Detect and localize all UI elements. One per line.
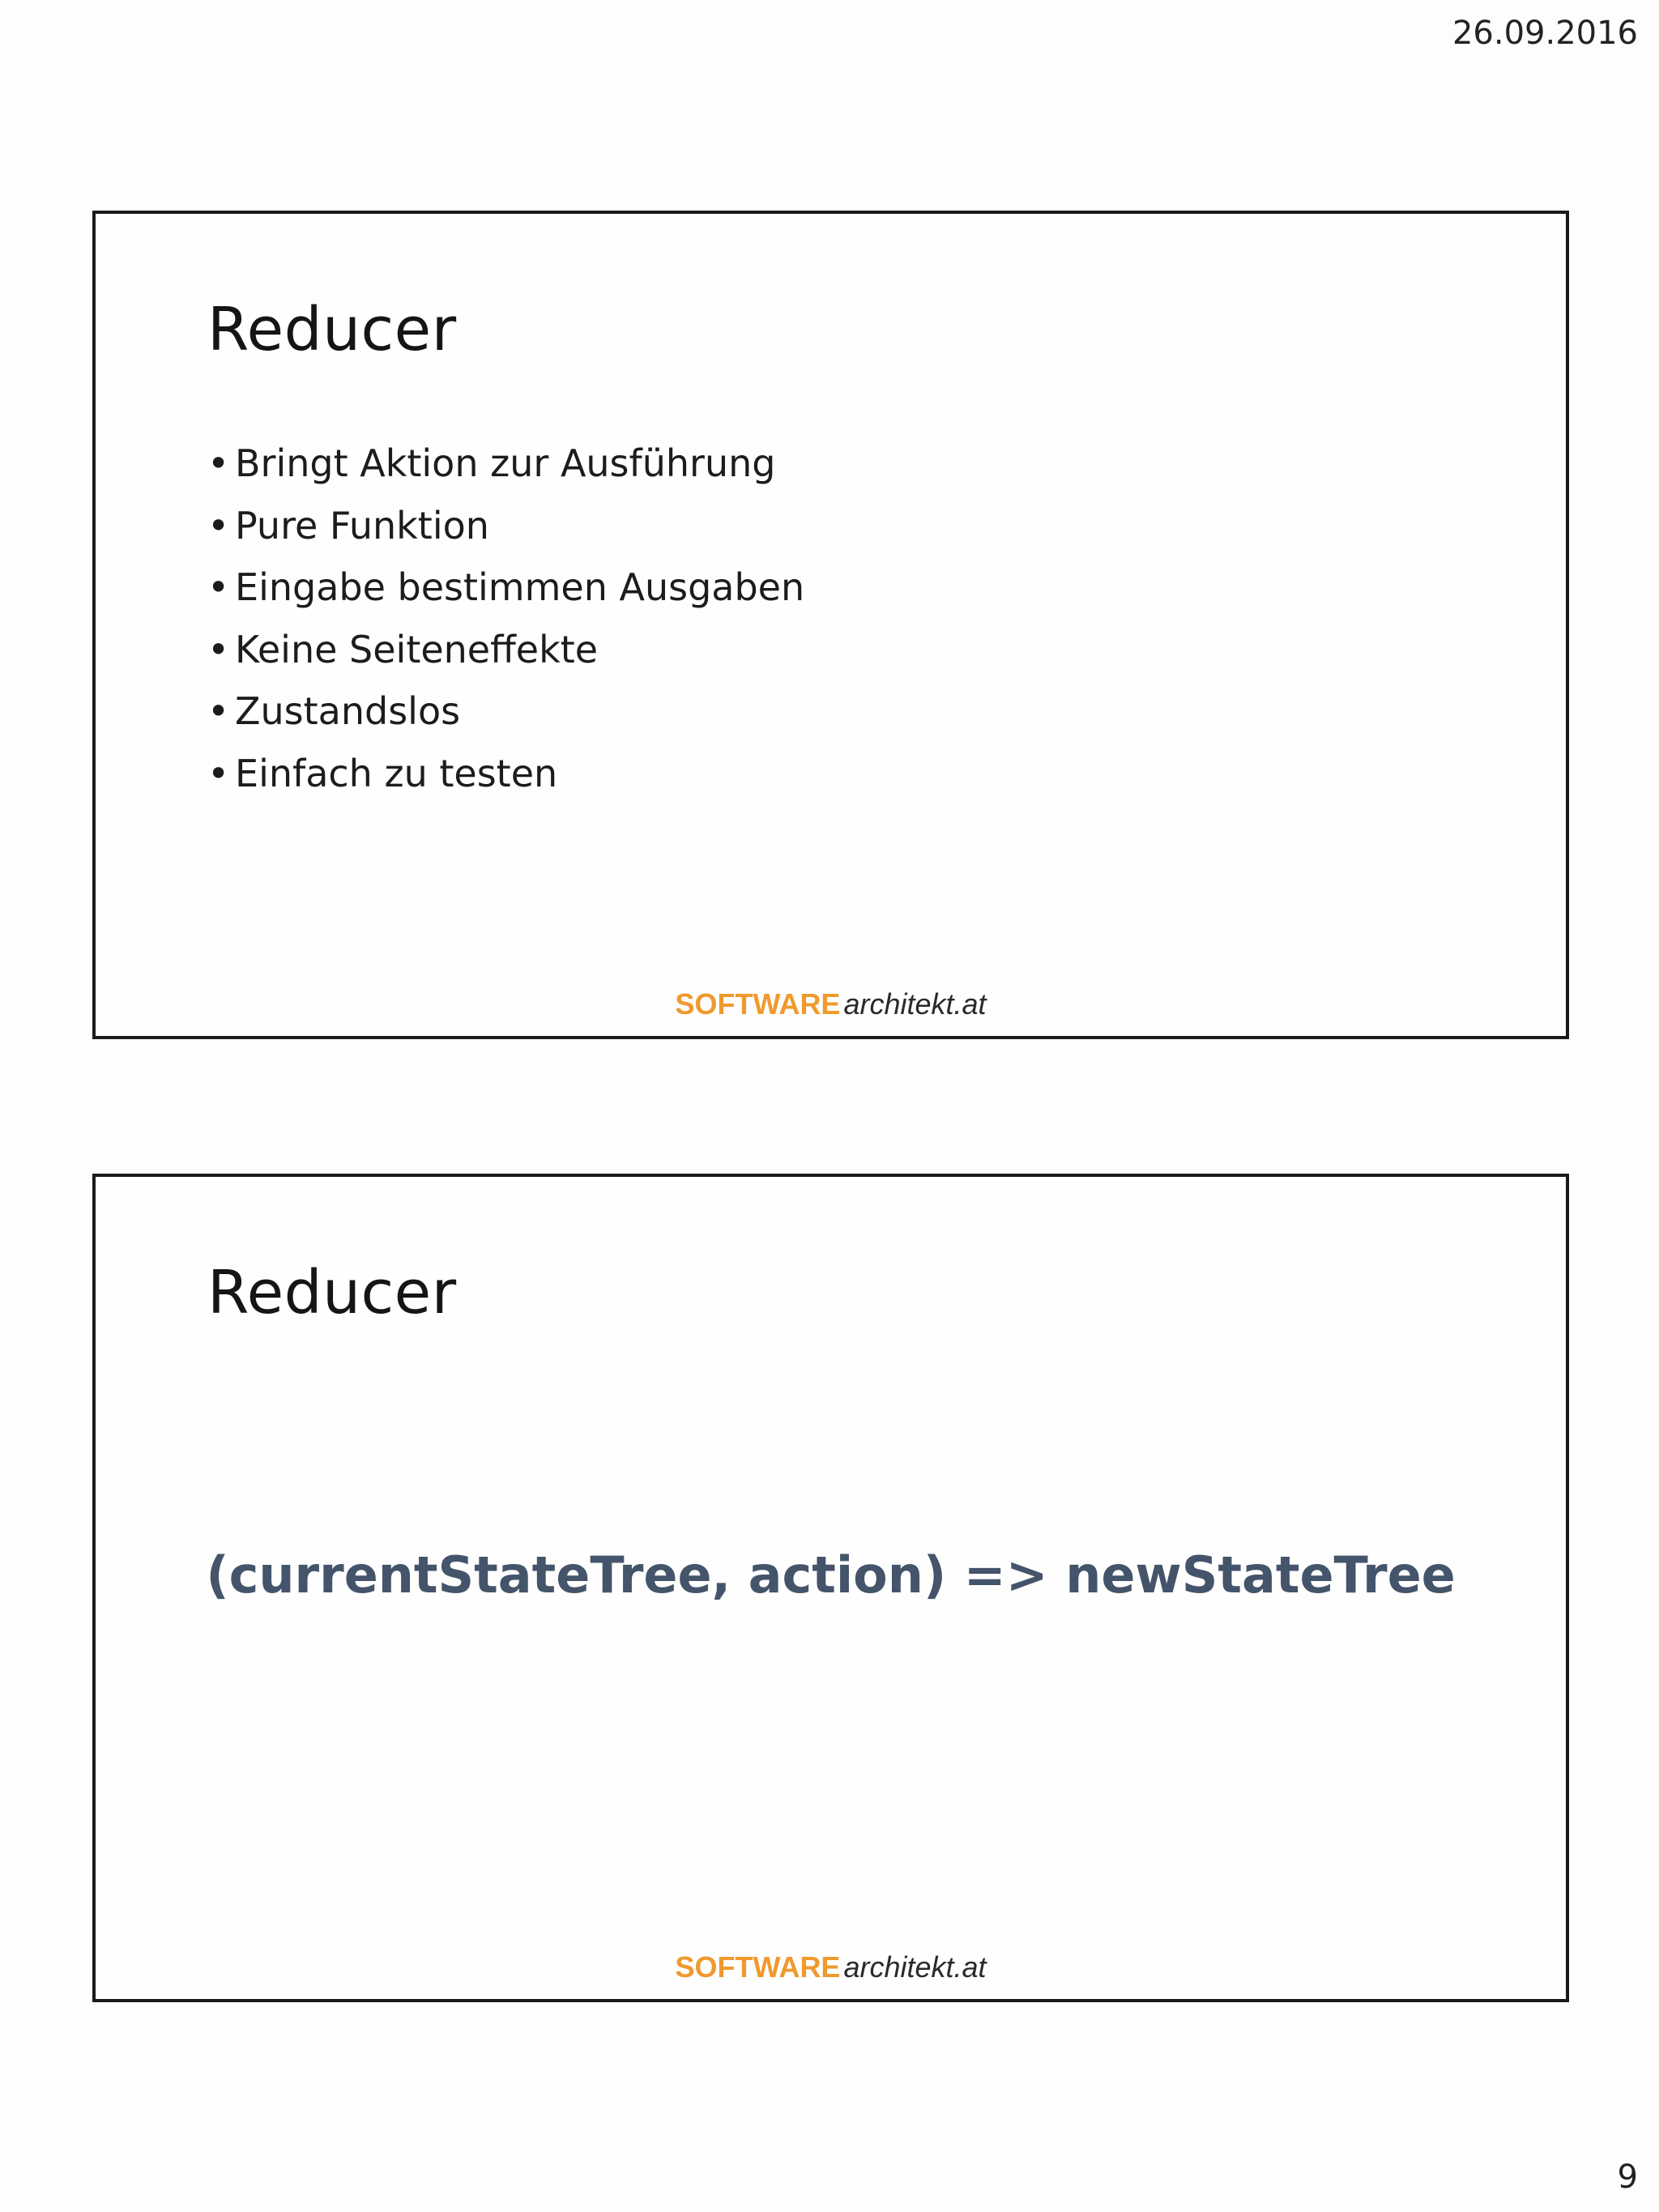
slide-1 — [92, 211, 1569, 1039]
page-date: 26.09.2016 — [1452, 15, 1638, 52]
brand-domain: architekt.at — [843, 1950, 987, 1984]
bullet-item: • Pure Funktion — [207, 495, 804, 557]
slide-title: Reducer — [207, 295, 457, 364]
reducer-formula: (currentStateTree, action) => newStateTree — [206, 1545, 1456, 1605]
bullet-item: • Einfach zu testen — [207, 743, 804, 805]
bullet-item: • Keine Seiteneffekte — [207, 619, 804, 681]
brand-logo — [96, 1950, 1566, 1984]
bullet-list — [207, 433, 804, 804]
slide-title: Reducer — [207, 1258, 457, 1328]
slide-2 — [92, 1174, 1569, 2002]
brand-domain: architekt.at — [843, 987, 987, 1021]
bullet-item: • Eingabe bestimmen Ausgaben — [207, 556, 804, 619]
brand-strong: SOFTWARE — [675, 1950, 841, 1984]
bullet-item: • Zustandslos — [207, 680, 804, 743]
page-number: 9 — [1617, 2159, 1638, 2196]
brand-strong: SOFTWARE — [675, 987, 841, 1021]
bullet-item: • Bringt Aktion zur Ausführung — [207, 433, 804, 495]
brand-logo — [96, 987, 1566, 1021]
